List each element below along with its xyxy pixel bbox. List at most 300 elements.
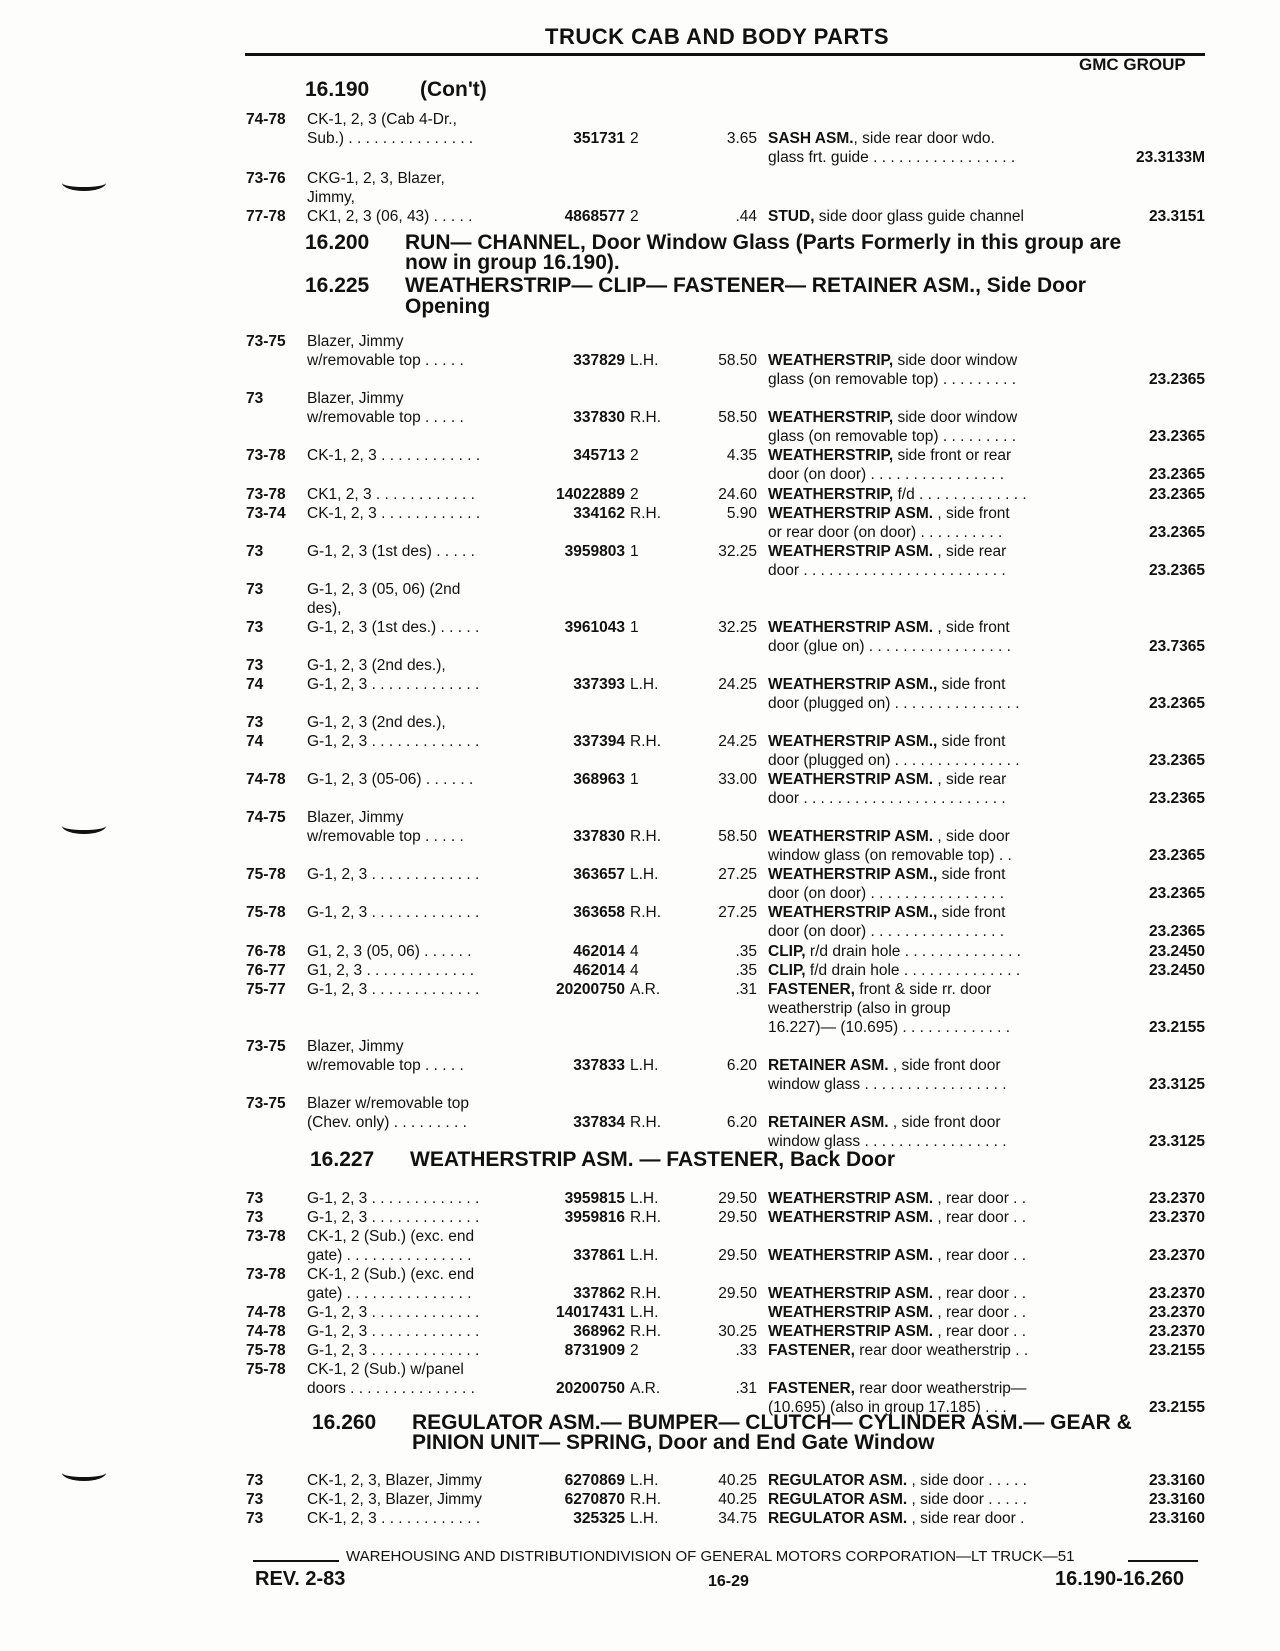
part-description <box>768 1472 1027 1490</box>
model-year: 75-78 <box>246 866 286 883</box>
part-name: RETAINER ASM. <box>768 1114 889 1131</box>
quantity: R.H. <box>630 828 661 845</box>
part-description <box>768 371 1016 389</box>
part-detail: , side rear door . <box>907 1510 1025 1527</box>
price: .35 <box>735 943 757 960</box>
part-name: WEATHERSTRIP ASM., <box>768 866 938 883</box>
part-description <box>768 208 1024 226</box>
model-desc: gate) . . . . . . . . . . . . . . . <box>307 1247 472 1264</box>
section-number: 16.227 <box>310 1148 375 1171</box>
model-desc: w/removable top . . . . . <box>307 409 464 426</box>
model-year: 73 <box>246 390 264 407</box>
section-title-cont: PINION UNIT— SPRING, Door and End Gate Window <box>412 1431 935 1454</box>
group-number: 23.2370 <box>1148 1323 1205 1340</box>
price: 27.25 <box>718 866 757 883</box>
part-name: WEATHERSTRIP ASM. <box>768 1190 934 1207</box>
part-number: 3959803 <box>564 543 625 560</box>
group-number: 23.2155 <box>1148 1019 1205 1036</box>
price: 29.50 <box>718 1285 757 1302</box>
part-detail: weatherstrip (also in group <box>768 1000 951 1017</box>
model-desc: CK-1, 2, 3 . . . . . . . . . . . . <box>307 505 481 522</box>
group-number: 23.2365 <box>1148 524 1205 541</box>
model-desc: G-1, 2, 3 . . . . . . . . . . . . . <box>307 1342 480 1359</box>
part-number: 6270869 <box>564 1472 625 1489</box>
quantity: L.H. <box>630 1190 659 1207</box>
model-year: 73-78 <box>246 486 286 503</box>
part-detail: window glass . . . . . . . . . . . . . . . . . <box>768 1133 1007 1150</box>
section-16-200 <box>305 232 1205 276</box>
part-number: 4868577 <box>564 208 625 225</box>
part-description <box>768 409 1017 427</box>
part-detail: f/d drain hole . . . . . . . . . . . . . . <box>805 962 1021 979</box>
group-number: 23.2365 <box>1148 752 1205 769</box>
model-desc: CK-1, 2, 3 . . . . . . . . . . . . <box>307 447 481 464</box>
model-year: 73 <box>246 543 264 560</box>
part-description <box>768 923 1004 941</box>
part-description <box>768 828 1010 846</box>
group-number: 23.2365 <box>1148 486 1205 503</box>
model-year: 73-75 <box>246 333 286 350</box>
part-detail: side front <box>937 676 1006 693</box>
price: .31 <box>735 1380 757 1397</box>
model-year: 73-76 <box>246 170 286 187</box>
part-name: WEATHERSTRIP ASM. <box>768 1209 934 1226</box>
part-detail: , side front door <box>888 1114 1001 1131</box>
model-desc: Blazer, Jimmy <box>307 1038 404 1055</box>
part-description <box>768 1247 1026 1265</box>
part-description <box>768 1285 1026 1303</box>
part-detail: , side door <box>933 828 1010 845</box>
part-number: 337833 <box>573 1057 625 1074</box>
price: 58.50 <box>718 352 757 369</box>
part-number: 3961043 <box>564 619 625 636</box>
part-description <box>768 695 1020 713</box>
part-detail: f/d . . . . . . . . . . . . . <box>893 486 1027 503</box>
quantity: R.H. <box>630 1285 661 1302</box>
group-number: 23.2365 <box>1148 466 1205 483</box>
quantity: L.H. <box>630 1472 659 1489</box>
group-number: 23.2365 <box>1148 695 1205 712</box>
model-year: 75-78 <box>246 1342 286 1359</box>
quantity: A.R. <box>630 1380 661 1397</box>
part-detail: glass frt. guide . . . . . . . . . . . . . . . . . <box>768 149 1016 166</box>
part-number: 20200750 <box>556 1380 625 1397</box>
model-desc: G-1, 2, 3 (05-06) . . . . . . <box>307 771 474 788</box>
quantity: L.H. <box>630 866 659 883</box>
model-year: 74 <box>246 733 264 750</box>
part-number: 337394 <box>573 733 625 750</box>
part-number: 363658 <box>573 904 625 921</box>
part-number: 345713 <box>573 447 625 464</box>
model-desc: Jimmy, <box>307 189 355 206</box>
part-detail: or rear door (on door) . . . . . . . . . . <box>768 524 1003 541</box>
part-description <box>768 790 1006 808</box>
punch-mark <box>62 1465 106 1481</box>
part-description <box>768 847 1012 865</box>
model-year: 74-75 <box>246 809 286 826</box>
part-name: WEATHERSTRIP ASM. <box>768 1323 934 1340</box>
model-year: 73 <box>246 714 264 731</box>
part-detail: rear door weatherstrip— <box>854 1380 1027 1397</box>
quantity: L.H. <box>630 1057 659 1074</box>
model-year: 73-78 <box>246 1266 286 1283</box>
part-name: FASTENER, <box>768 1380 855 1397</box>
part-detail: side front <box>937 904 1006 921</box>
price: 3.65 <box>726 130 757 147</box>
part-description <box>768 1510 1024 1528</box>
quantity: A.R. <box>630 981 661 998</box>
model-desc: gate) . . . . . . . . . . . . . . . <box>307 1285 472 1302</box>
part-description <box>768 1057 1001 1075</box>
model-year: 74-78 <box>246 111 286 128</box>
price: 5.90 <box>726 505 757 522</box>
part-detail: , side front <box>933 505 1010 522</box>
quantity: L.H. <box>630 1510 659 1527</box>
revision-label: REV. 2-83 <box>255 1568 346 1590</box>
model-year: 77-78 <box>246 208 286 225</box>
section-number: 16.200 <box>305 231 370 254</box>
quantity: R.H. <box>630 733 661 750</box>
price: 6.20 <box>726 1057 757 1074</box>
group-number: 23.3125 <box>1148 1076 1205 1093</box>
part-detail: door (on door) . . . . . . . . . . . . . . . . <box>768 923 1005 940</box>
part-description <box>768 1399 1007 1417</box>
quantity: R.H. <box>630 409 661 426</box>
part-name: WEATHERSTRIP ASM. <box>768 1285 934 1302</box>
price: 29.50 <box>718 1247 757 1264</box>
part-number: 14017431 <box>556 1304 625 1321</box>
group-number: 23.2365 <box>1148 923 1205 940</box>
group-number: 23.3133M <box>1136 149 1205 166</box>
part-detail: , rear door . . <box>933 1247 1027 1264</box>
group-number: 23.2365 <box>1148 885 1205 902</box>
quantity: R.H. <box>630 1491 661 1508</box>
model-year: 73 <box>246 1491 264 1508</box>
model-desc: (Chev. only) . . . . . . . . . <box>307 1114 467 1131</box>
part-number: 368962 <box>573 1323 625 1340</box>
model-desc: CK-1, 2 (Sub.) (exc. end <box>307 1266 475 1283</box>
section-title: WEATHERSTRIP ASM. — FASTENER, Back Door <box>410 1148 895 1171</box>
group-number: 23.2365 <box>1148 562 1205 579</box>
part-detail: , side rear <box>933 771 1007 788</box>
model-year: 73-75 <box>246 1038 286 1055</box>
part-description <box>768 1380 1026 1398</box>
group-number: 23.2365 <box>1148 428 1205 445</box>
price: 34.75 <box>718 1510 757 1527</box>
part-description <box>768 352 1017 370</box>
part-detail: , rear door . . <box>933 1323 1027 1340</box>
quantity: R.H. <box>630 904 661 921</box>
part-detail: side front <box>937 866 1006 883</box>
section-title: RUN— CHANNEL, Door Window Glass (Parts Formerly in this group are <box>405 231 1122 254</box>
part-description <box>768 619 1010 637</box>
price: 24.25 <box>718 733 757 750</box>
part-number: 325325 <box>573 1510 625 1527</box>
part-description <box>768 543 1006 561</box>
part-name: WEATHERSTRIP ASM., <box>768 676 938 693</box>
model-desc: G1, 2, 3 . . . . . . . . . . . . . <box>307 962 475 979</box>
price: .33 <box>735 1342 757 1359</box>
part-description <box>768 1304 1026 1322</box>
part-description <box>768 562 1006 580</box>
quantity: L.H. <box>630 1247 659 1264</box>
part-description <box>768 1323 1026 1341</box>
model-year: 73 <box>246 619 264 636</box>
header-rule <box>245 53 1205 56</box>
model-year: 73 <box>246 1472 264 1489</box>
price: .31 <box>735 981 757 998</box>
price: 24.60 <box>718 486 757 503</box>
part-description <box>768 733 1005 751</box>
quantity: 1 <box>630 543 639 560</box>
model-desc: G-1, 2, 3 (2nd des.), <box>307 714 446 731</box>
part-number: 462014 <box>573 962 625 979</box>
group-number: 23.2155 <box>1148 1342 1205 1359</box>
quantity: 1 <box>630 771 639 788</box>
section-title-cont: now in group 16.190). <box>405 251 620 274</box>
part-description <box>768 524 1002 542</box>
model-desc: Blazer, Jimmy <box>307 809 404 826</box>
part-detail: , rear door . . <box>933 1285 1027 1302</box>
model-desc: CK-1, 2 (Sub.) (exc. end <box>307 1228 475 1245</box>
part-description <box>768 1000 951 1018</box>
model-desc: CK-1, 2, 3, Blazer, Jimmy <box>307 1472 482 1489</box>
footer-division: WAREHOUSING AND DISTRIBUTIONDIVISION OF GENERAL MOTORS CORPORATION—LT TRUCK—51 <box>346 1548 1075 1565</box>
part-description <box>768 505 1010 523</box>
model-desc: Blazer, Jimmy <box>307 390 404 407</box>
section-16-260 <box>312 1412 1212 1456</box>
quantity: R.H. <box>630 505 661 522</box>
model-desc: CKG-1, 2, 3, Blazer, <box>307 170 445 187</box>
part-name: STUD, <box>768 208 815 225</box>
quantity: R.H. <box>630 1209 661 1226</box>
quantity: 4 <box>630 962 639 979</box>
part-name: REGULATOR ASM. <box>768 1510 908 1527</box>
model-desc: Sub.) . . . . . . . . . . . . . . . <box>307 130 474 147</box>
price: 24.25 <box>718 676 757 693</box>
part-description <box>768 149 1015 167</box>
price: .35 <box>735 962 757 979</box>
part-description <box>768 1114 1001 1132</box>
model-year: 73 <box>246 1209 264 1226</box>
part-name: WEATHERSTRIP ASM. <box>768 1304 934 1321</box>
punch-mark <box>62 818 106 834</box>
model-desc: G-1, 2, 3 . . . . . . . . . . . . . <box>307 1190 480 1207</box>
part-name: RETAINER ASM. <box>768 1057 889 1074</box>
part-detail: door . . . . . . . . . . . . . . . . . . . . . . . . <box>768 562 1006 579</box>
model-desc: doors . . . . . . . . . . . . . . . <box>307 1380 475 1397</box>
model-desc: CK1, 2, 3 . . . . . . . . . . . . <box>307 486 475 503</box>
quantity: L.H. <box>630 676 659 693</box>
model-desc: Blazer, Jimmy <box>307 333 404 350</box>
part-name: WEATHERSTRIP ASM. <box>768 543 934 560</box>
punch-mark <box>62 175 106 191</box>
part-name: WEATHERSTRIP ASM. <box>768 505 934 522</box>
part-number: 3959815 <box>564 1190 625 1207</box>
part-detail: door (on door) . . . . . . . . . . . . . . . . <box>768 885 1005 902</box>
model-year: 76-78 <box>246 943 286 960</box>
group-number: 23.2450 <box>1148 943 1205 960</box>
part-number: 337862 <box>573 1285 625 1302</box>
part-name: WEATHERSTRIP ASM. <box>768 771 934 788</box>
price: 33.00 <box>718 771 757 788</box>
part-number: 8731909 <box>564 1342 625 1359</box>
group-number: 23.2450 <box>1148 962 1205 979</box>
model-desc: G1, 2, 3 (05, 06) . . . . . . <box>307 943 472 960</box>
group-number: 23.2365 <box>1148 790 1205 807</box>
part-name: REGULATOR ASM. <box>768 1491 908 1508</box>
group-label: GMC GROUP <box>1079 55 1186 74</box>
part-number: 462014 <box>573 943 625 960</box>
group-number: 23.2370 <box>1148 1285 1205 1302</box>
part-detail: side front <box>937 733 1006 750</box>
group-number: 23.2370 <box>1148 1190 1205 1207</box>
part-description <box>768 771 1006 789</box>
model-year: 74-78 <box>246 771 286 788</box>
model-year: 73-75 <box>246 1095 286 1112</box>
part-description <box>768 486 1027 504</box>
part-detail: side door window <box>893 409 1018 426</box>
part-number: 368963 <box>573 771 625 788</box>
price: 40.25 <box>718 1491 757 1508</box>
section-number: 16.225 <box>305 274 370 297</box>
part-name: WEATHERSTRIP ASM. <box>768 828 934 845</box>
part-detail: window glass (on removable top) . . <box>768 847 1012 864</box>
page-number: 16-29 <box>708 1573 749 1590</box>
part-detail: door . . . . . . . . . . . . . . . . . . . . . . . . <box>768 790 1006 807</box>
model-year: 73-78 <box>246 1228 286 1245</box>
part-name: CLIP, <box>768 962 806 979</box>
part-name: WEATHERSTRIP, <box>768 486 894 503</box>
part-description <box>768 1209 1026 1227</box>
model-desc: G-1, 2, 3 (05, 06) (2nd <box>307 581 461 598</box>
part-name: WEATHERSTRIP, <box>768 447 894 464</box>
price: 40.25 <box>718 1472 757 1489</box>
part-description <box>768 676 1005 694</box>
continued-number: 16.190 <box>305 78 370 101</box>
price: 4.35 <box>726 447 757 464</box>
quantity: R.H. <box>630 1323 661 1340</box>
part-detail: glass (on removable top) . . . . . . . . . <box>768 371 1017 388</box>
model-year: 74 <box>246 676 264 693</box>
model-year: 73 <box>246 657 264 674</box>
group-number: 23.2370 <box>1148 1209 1205 1226</box>
model-year: 75-77 <box>246 981 286 998</box>
part-detail: window glass . . . . . . . . . . . . . . . . . <box>768 1076 1007 1093</box>
part-name: WEATHERSTRIP ASM. <box>768 619 934 636</box>
part-detail: , rear door . . <box>933 1304 1027 1321</box>
page-title: TRUCK CAB AND BODY PARTS <box>545 24 890 49</box>
part-description <box>768 885 1004 903</box>
quantity: 1 <box>630 619 639 636</box>
part-description <box>768 638 1011 656</box>
part-detail: side door window <box>893 352 1018 369</box>
part-detail: door (glue on) . . . . . . . . . . . . . . . . . <box>768 638 1011 655</box>
group-number: 23.2370 <box>1148 1247 1205 1264</box>
part-description <box>768 943 1021 961</box>
part-description <box>768 1133 1007 1151</box>
model-desc: G-1, 2, 3 . . . . . . . . . . . . . <box>307 733 480 750</box>
part-name: WEATHERSTRIP, <box>768 352 894 369</box>
price: .44 <box>735 208 757 225</box>
price: 27.25 <box>718 904 757 921</box>
part-number: 337393 <box>573 676 625 693</box>
model-desc: w/removable top . . . . . <box>307 352 464 369</box>
part-detail: , side rear <box>933 543 1007 560</box>
part-number: 337830 <box>573 409 625 426</box>
part-detail: door (plugged on) . . . . . . . . . . . . . . . <box>768 695 1020 712</box>
part-detail: , rear door . . <box>933 1190 1027 1207</box>
group-number: 23.3160 <box>1148 1491 1205 1508</box>
part-name: SASH ASM. <box>768 130 854 147</box>
section-16-225 <box>305 275 1205 319</box>
model-year: 74-78 <box>246 1304 286 1321</box>
group-number: 23.3160 <box>1148 1510 1205 1527</box>
model-year: 74-78 <box>246 1323 286 1340</box>
price: 58.50 <box>718 828 757 845</box>
part-detail: r/d drain hole . . . . . . . . . . . . . . <box>805 943 1021 960</box>
part-detail: , rear door . . <box>933 1209 1027 1226</box>
part-number: 14022889 <box>556 486 625 503</box>
model-desc: CK-1, 2, 3, Blazer, Jimmy <box>307 1491 482 1508</box>
part-number: 3959816 <box>564 1209 625 1226</box>
model-year: 73-74 <box>246 505 286 522</box>
section-title-cont: Opening <box>405 295 491 318</box>
model-desc: G-1, 2, 3 (2nd des.), <box>307 657 446 674</box>
part-detail: , side rear door wdo. <box>853 130 995 147</box>
part-description <box>768 1019 1010 1037</box>
group-number: 23.3125 <box>1148 1133 1205 1150</box>
price: 32.25 <box>718 543 757 560</box>
part-number: 337829 <box>573 352 625 369</box>
quantity: L.H. <box>630 352 659 369</box>
part-description <box>768 1342 1028 1360</box>
part-description <box>768 130 995 148</box>
model-desc: G-1, 2, 3 . . . . . . . . . . . . . <box>307 676 480 693</box>
part-description <box>768 447 1011 465</box>
section-title: WEATHERSTRIP— CLIP— FASTENER— RETAINER ASM., Side Door <box>405 274 1086 297</box>
model-desc: G-1, 2, 3 . . . . . . . . . . . . . <box>307 981 480 998</box>
model-desc: G-1, 2, 3 . . . . . . . . . . . . . <box>307 1304 480 1321</box>
part-number: 337830 <box>573 828 625 845</box>
model-desc: w/removable top . . . . . <box>307 1057 464 1074</box>
group-number: 23.2365 <box>1148 847 1205 864</box>
part-detail: , side front <box>933 619 1010 636</box>
part-name: WEATHERSTRIP, <box>768 409 894 426</box>
part-detail: 16.227)— (10.695) . . . . . . . . . . . . . <box>768 1019 1011 1036</box>
group-range: 16.190-16.260 <box>1055 1568 1185 1590</box>
part-detail: side door glass guide channel <box>814 208 1024 225</box>
part-detail: door (on door) . . . . . . . . . . . . . . . . <box>768 466 1005 483</box>
footer-rule-left <box>253 1560 339 1562</box>
group-number: 23.3151 <box>1148 208 1205 225</box>
part-name: WEATHERSTRIP ASM. <box>768 1247 934 1264</box>
part-detail: door (plugged on) . . . . . . . . . . . . . . . <box>768 752 1020 769</box>
group-number: 23.3160 <box>1148 1472 1205 1489</box>
model-year: 73 <box>246 1190 264 1207</box>
part-description <box>768 962 1020 980</box>
group-number: 23.2370 <box>1148 1304 1205 1321</box>
part-detail: , side front door <box>888 1057 1001 1074</box>
footer-rule-right <box>1128 1560 1198 1562</box>
quantity: L.H. <box>630 1304 659 1321</box>
part-name: WEATHERSTRIP ASM., <box>768 733 938 750</box>
price: 29.50 <box>718 1209 757 1226</box>
group-number: 23.2155 <box>1148 1399 1205 1416</box>
part-description <box>768 428 1016 446</box>
part-name: WEATHERSTRIP ASM., <box>768 904 938 921</box>
group-number: 23.7365 <box>1148 638 1205 655</box>
